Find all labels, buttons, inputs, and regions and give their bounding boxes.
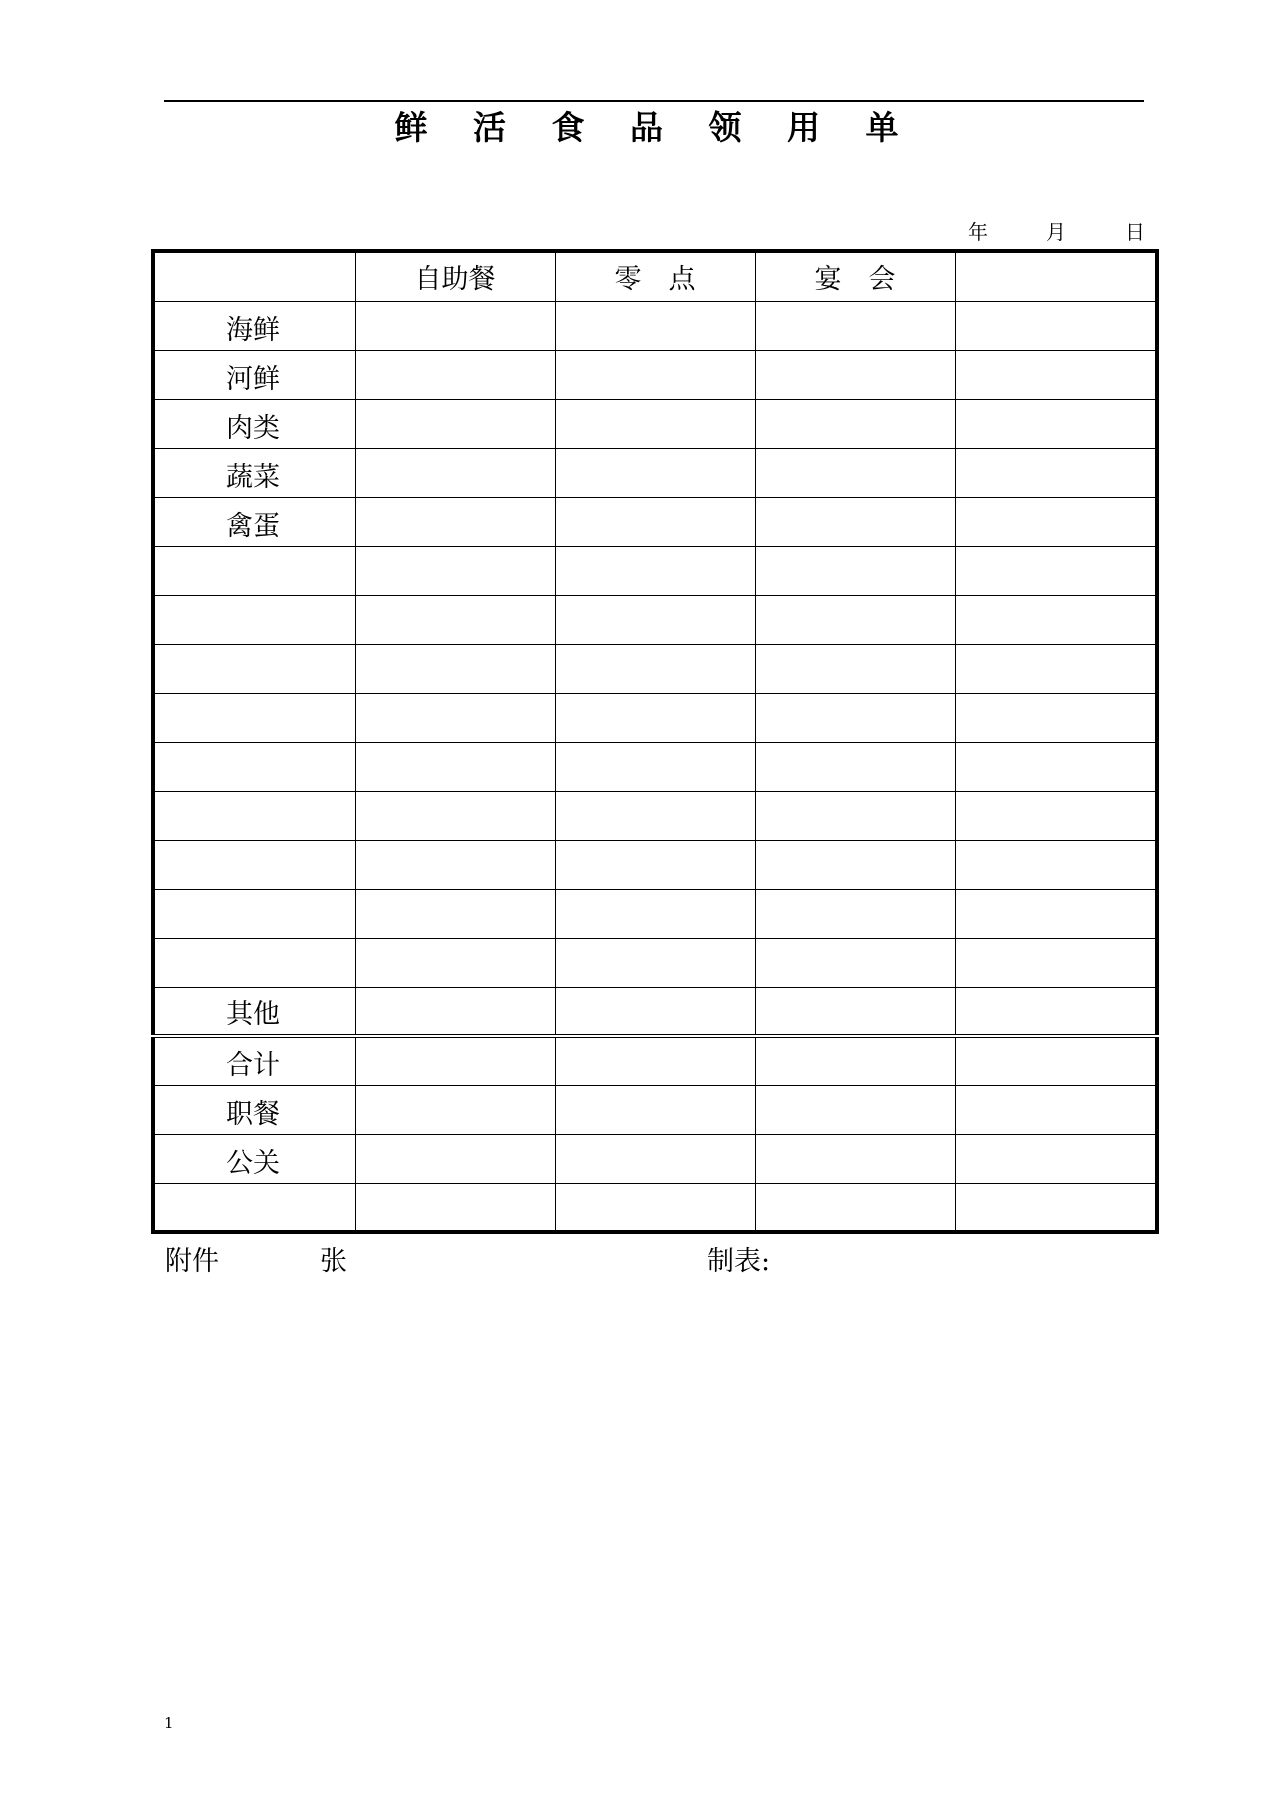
table-row (153, 987, 1157, 1036)
entry-cell[interactable] (355, 1183, 555, 1232)
entry-cell[interactable] (955, 693, 1157, 742)
entry-cell[interactable] (355, 595, 555, 644)
entry-cell[interactable] (955, 889, 1157, 938)
row-label (153, 791, 355, 840)
entry-cell[interactable] (355, 448, 555, 497)
row-label: 禽蛋 (153, 497, 355, 546)
entry-cell[interactable] (555, 840, 755, 889)
table-row (153, 1085, 1157, 1134)
header-rule (164, 100, 1144, 102)
table-row (153, 595, 1157, 644)
table-row (153, 1134, 1157, 1183)
row-label: 合计 (153, 1036, 355, 1085)
document-title: 鲜 活 食 品 领 用 单 (394, 108, 916, 147)
table-row (153, 791, 1157, 840)
entry-cell[interactable] (955, 1183, 1157, 1232)
row-label: 蔬菜 (153, 448, 355, 497)
row-label: 公关 (153, 1134, 355, 1183)
entry-cell[interactable] (355, 889, 555, 938)
header-extra (955, 251, 1157, 301)
entry-cell[interactable] (955, 1134, 1157, 1183)
row-label (153, 693, 355, 742)
entry-cell[interactable] (955, 742, 1157, 791)
entry-cell[interactable] (755, 1036, 955, 1085)
table-row (153, 742, 1157, 791)
entry-cell[interactable] (555, 742, 755, 791)
entry-cell[interactable] (955, 595, 1157, 644)
row-label (153, 889, 355, 938)
entry-cell[interactable] (355, 938, 555, 987)
row-label (153, 840, 355, 889)
entry-cell[interactable] (755, 791, 955, 840)
attachments-label: 附件 (165, 1246, 219, 1277)
entry-cell[interactable] (555, 987, 755, 1036)
entry-cell[interactable] (555, 399, 755, 448)
entry-cell[interactable] (755, 987, 955, 1036)
entry-cell[interactable] (355, 1134, 555, 1183)
entry-cell[interactable] (755, 840, 955, 889)
date-month-label: 月 (1046, 220, 1066, 244)
entry-cell[interactable] (955, 448, 1157, 497)
entry-cell[interactable] (755, 301, 955, 350)
entry-cell[interactable] (355, 693, 555, 742)
row-label: 河鲜 (153, 350, 355, 399)
entry-cell[interactable] (555, 448, 755, 497)
row-label (153, 1183, 355, 1232)
entry-cell[interactable] (555, 889, 755, 938)
entry-cell[interactable] (755, 1085, 955, 1134)
table-row (153, 1183, 1157, 1232)
entry-cell[interactable] (555, 938, 755, 987)
entry-cell[interactable] (755, 350, 955, 399)
entry-cell[interactable] (355, 644, 555, 693)
entry-cell[interactable] (355, 399, 555, 448)
entry-cell[interactable] (955, 350, 1157, 399)
entry-cell[interactable] (355, 742, 555, 791)
entry-cell[interactable] (555, 791, 755, 840)
row-label: 肉类 (153, 399, 355, 448)
entry-cell[interactable] (355, 791, 555, 840)
entry-cell[interactable] (355, 840, 555, 889)
entry-cell[interactable] (955, 301, 1157, 350)
entry-cell[interactable] (355, 987, 555, 1036)
table-row (153, 399, 1157, 448)
entry-cell[interactable] (555, 595, 755, 644)
entry-cell[interactable] (955, 791, 1157, 840)
entry-cell[interactable] (755, 399, 955, 448)
entry-cell[interactable] (355, 546, 555, 595)
header-buffet: 自助餐 (355, 251, 555, 301)
table-row (153, 546, 1157, 595)
entry-cell[interactable] (555, 693, 755, 742)
sheets-label: 张 (320, 1246, 347, 1277)
header-category (153, 251, 355, 301)
prepared-by-label: 制表: (707, 1246, 771, 1277)
row-label (153, 546, 355, 595)
entry-cell[interactable] (755, 1134, 955, 1183)
entry-cell[interactable] (755, 497, 955, 546)
entry-cell[interactable] (955, 546, 1157, 595)
entry-cell[interactable] (555, 1085, 755, 1134)
entry-cell[interactable] (355, 497, 555, 546)
entry-cell[interactable] (955, 1036, 1157, 1085)
entry-cell[interactable] (555, 301, 755, 350)
entry-cell[interactable] (755, 595, 955, 644)
page-number: 1 (164, 1714, 174, 1732)
entry-cell[interactable] (555, 644, 755, 693)
entry-cell[interactable] (955, 938, 1157, 987)
entry-cell[interactable] (555, 1036, 755, 1085)
entry-cell[interactable] (755, 448, 955, 497)
row-label (153, 938, 355, 987)
entry-cell[interactable] (555, 497, 755, 546)
entry-cell[interactable] (355, 301, 555, 350)
header-banquet: 宴 会 (755, 251, 955, 301)
entry-cell[interactable] (755, 889, 955, 938)
table-row (153, 497, 1157, 546)
requisition-table (151, 249, 1159, 1234)
entry-cell[interactable] (955, 497, 1157, 546)
entry-cell[interactable] (355, 350, 555, 399)
entry-cell[interactable] (755, 938, 955, 987)
table-row (153, 693, 1157, 742)
table-header-row (153, 251, 1157, 301)
row-label (153, 595, 355, 644)
table-row (153, 938, 1157, 987)
entry-cell[interactable] (555, 1183, 755, 1232)
row-label: 职餐 (153, 1085, 355, 1134)
table-row (153, 350, 1157, 399)
entry-cell[interactable] (755, 644, 955, 693)
header-a-la-carte: 零 点 (555, 251, 755, 301)
entry-cell[interactable] (755, 1183, 955, 1232)
row-label (153, 644, 355, 693)
entry-cell[interactable] (555, 350, 755, 399)
table-row (153, 448, 1157, 497)
entry-cell[interactable] (755, 546, 955, 595)
date-year-label: 年 (968, 220, 988, 244)
table-row (153, 644, 1157, 693)
entry-cell[interactable] (955, 399, 1157, 448)
entry-cell[interactable] (555, 1134, 755, 1183)
table-row (153, 889, 1157, 938)
entry-cell[interactable] (955, 1085, 1157, 1134)
entry-cell[interactable] (955, 840, 1157, 889)
row-label: 海鲜 (153, 301, 355, 350)
entry-cell[interactable] (355, 1036, 555, 1085)
table-row (153, 301, 1157, 350)
entry-cell[interactable] (955, 987, 1157, 1036)
table-row (153, 840, 1157, 889)
row-label: 其他 (153, 987, 355, 1036)
date-day-label: 日 (1125, 220, 1145, 244)
row-label (153, 742, 355, 791)
entry-cell[interactable] (955, 644, 1157, 693)
entry-cell[interactable] (355, 1085, 555, 1134)
entry-cell[interactable] (555, 546, 755, 595)
entry-cell[interactable] (755, 693, 955, 742)
table-row (153, 1036, 1157, 1085)
entry-cell[interactable] (755, 742, 955, 791)
